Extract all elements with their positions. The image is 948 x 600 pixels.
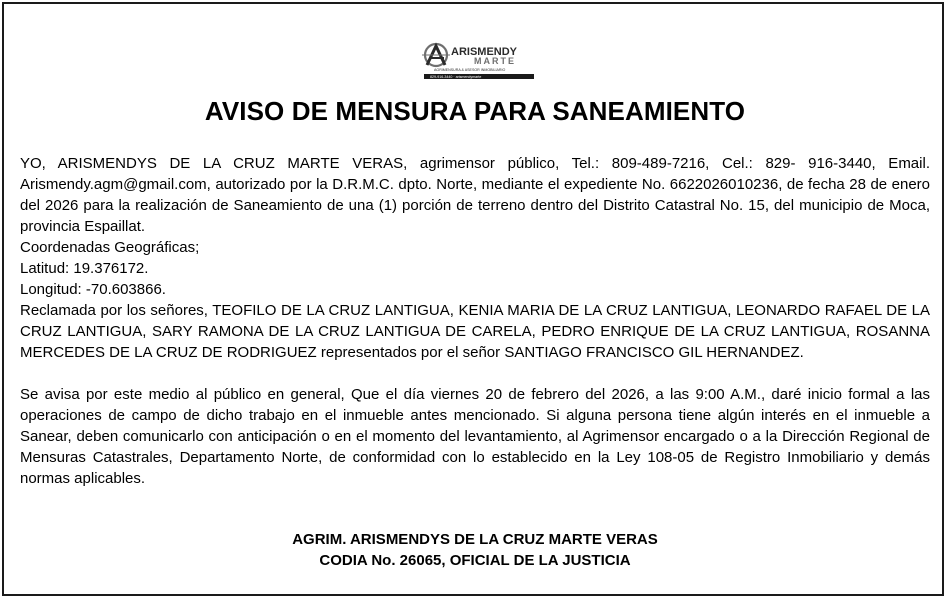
notice-body: [20, 153, 930, 489]
notice-frame: [2, 2, 944, 596]
logo-tagline: AGRIMENSURA & ASESOR INMOBILIARIO: [434, 68, 506, 72]
signature-block: [4, 529, 946, 571]
paragraph-notice: Se avisa por este medio al público en general, Que el día viernes 20 de febrero del 2026, a las 9:00 A.M., daré inicio formal a las operaciones de campo de dicho trabajo en el inmueble antes mencionado. Si alguna persona tiene algún interés en el inmueble a Sanear, deben comunicarlo con anticipación o en el momento del levantamiento, al Agrimensor encargado o a la Dirección Regional de Mensuras Catastrales, Departamento Norte, de conformidad con lo establecido en la Ley 108-05 de Registro Inmobiliario y demás normas aplicables.: [20, 386, 930, 487]
logo-brand-line2: MARTE: [474, 56, 516, 66]
longitude-line: Longitud: -70.603866.: [20, 281, 166, 298]
logo-graphic: [414, 40, 544, 80]
company-logo: [414, 40, 544, 80]
logo-contact: 829-916-3440 · arismendymarte: [430, 75, 482, 79]
logo-brand-line1: ARISMENDY: [451, 46, 518, 58]
coordinates-heading: Coordenadas Geográficas;: [20, 239, 200, 256]
paragraph-claimants: Reclamada por los señores, TEOFILO DE LA CRUZ LANTIGUA, KENIA MARIA DE LA CRUZ LANTIGUA, LEONARDO RAFAEL DE LA CRUZ LANTIGUA, SARY RAMONA DE LA CRUZ LANTIGUA DE CARELA, PEDRO ENRIQUE DE LA CRUZ LANTIGUA, ROSANNA MERCEDES DE LA CRUZ DE RODRIGUEZ representados por el señor SANTIAGO FRANCISCO GIL HERNANDEZ.: [20, 302, 930, 361]
signature-codia: CODIA No. 26065, OFICIAL DE LA JUSTICIA: [319, 552, 631, 569]
paragraph-intro: YO, ARISMENDYS DE LA CRUZ MARTE VERAS, agrimensor público, Tel.: 809-489-7216, Cel.: 829- 916-3440, Email. Arismendy.agm@gmail.com, autorizado por la D.R.M.C. dpto. Norte, mediante el expediente No. 6622026010236, de fecha 28 de enero del 2026 para la realización de Saneamiento de una (1) porción de terreno dentro del Distrito Catastral No. 15, del municipio de Moca, provincia Espaillat.: [20, 155, 930, 235]
signature-name: AGRIM. ARISMENDYS DE LA CRUZ MARTE VERAS: [292, 531, 658, 548]
paragraph-spacer: [20, 363, 930, 384]
latitude-line: Latitud: 19.376172.: [20, 260, 149, 277]
notice-title: AVISO DE MENSURA PARA SANEAMIENTO: [204, 96, 746, 126]
